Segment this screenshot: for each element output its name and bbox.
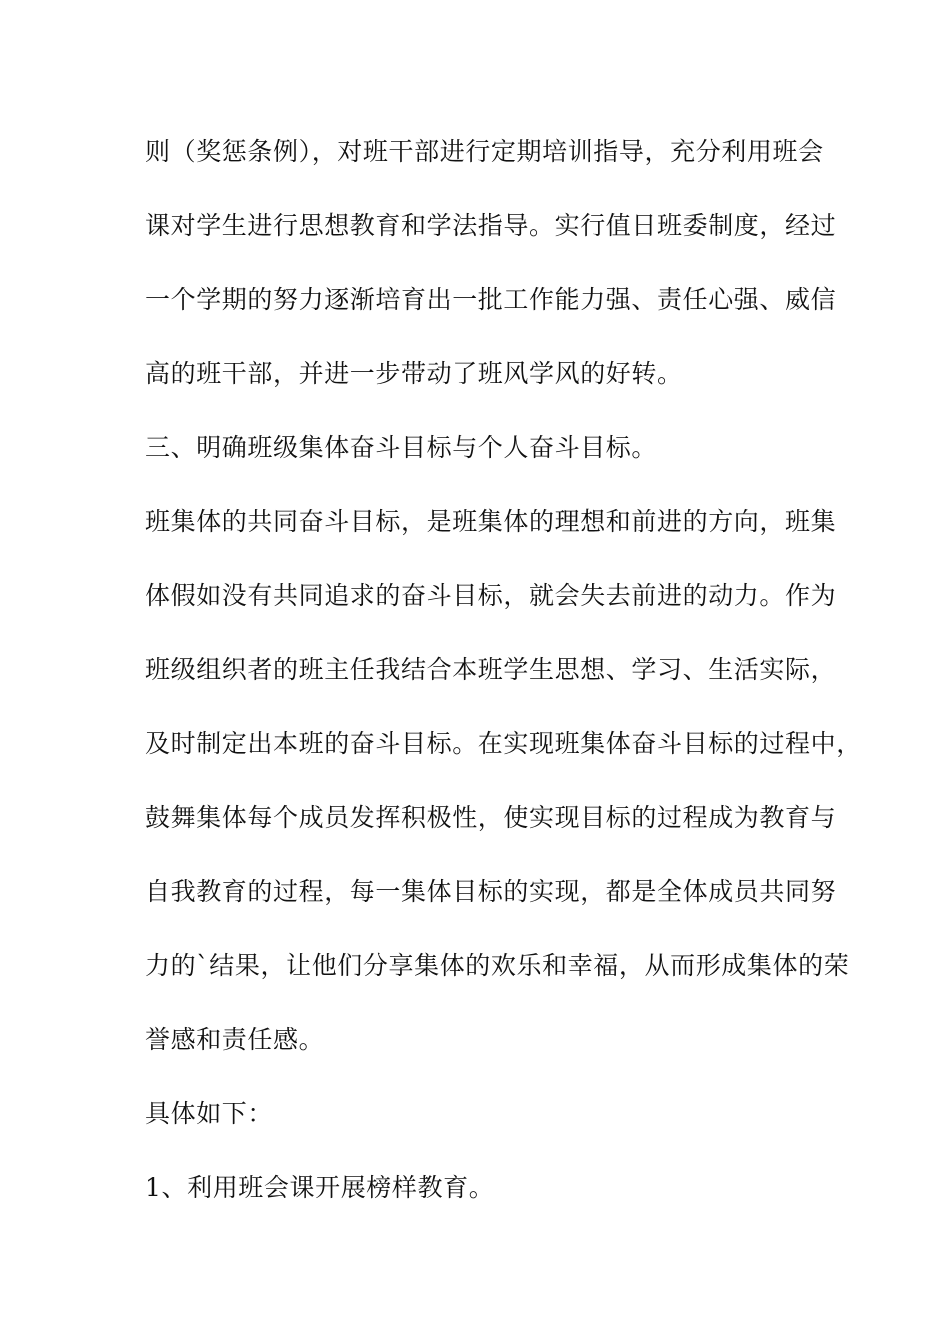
text-line: 课对学生进行思想教育和学法指导。实行值日班委制度，经过 bbox=[145, 211, 837, 240]
text-line: 鼓舞集体每个成员发挥积极性，使实现目标的过程成为教育与 bbox=[145, 803, 837, 832]
text-line: 一个学期的努力逐渐培育出一批工作能力强、责任心强、威信 bbox=[145, 285, 837, 314]
text-line: 体假如没有共同追求的奋斗目标，就会失去前进的动力。作为 bbox=[145, 581, 837, 610]
text-line: 自我教育的过程，每一集体目标的实现，都是全体成员共同努 bbox=[145, 877, 837, 906]
section-heading: 三、明确班级集体奋斗目标与个人奋斗目标。 bbox=[145, 433, 658, 462]
text-line: 力的`结果，让他们分享集体的欢乐和幸福，从而形成集体的荣 bbox=[145, 951, 850, 980]
list-item: 1、利用班会课开展榜样教育。 bbox=[145, 1173, 495, 1202]
text-line: 则（奖惩条例），对班干部进行定期培训指导，充分利用班会 bbox=[145, 137, 824, 166]
text-line: 班级组织者的班主任我结合本班学生思想、学习、生活实际， bbox=[145, 655, 837, 684]
text-line: 班集体的共同奋斗目标，是班集体的理想和前进的方向，班集 bbox=[145, 507, 837, 536]
text-line: 誉感和责任感。 bbox=[145, 1025, 325, 1054]
text-line: 高的班干部，并进一步带动了班风学风的好转。 bbox=[145, 359, 683, 388]
text-line: 及时制定出本班的奋斗目标。在实现班集体奋斗目标的过程中， bbox=[145, 729, 862, 758]
text-line: 具体如下： bbox=[145, 1099, 274, 1128]
